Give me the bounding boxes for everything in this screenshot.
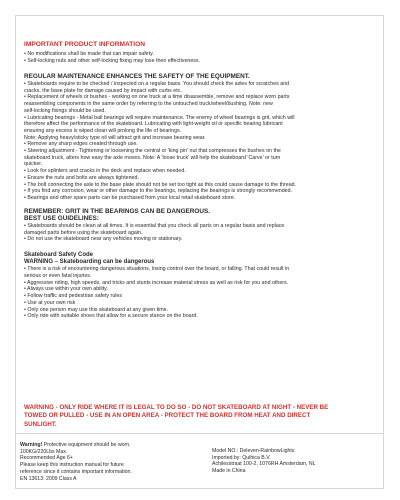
guideline-line: damaged parts before using the skateboard again. [24,229,143,236]
maintenance-line: • Replacement of wheels or bushes - working on one truck at a time disassemble, remove and replace worn parts [24,94,290,101]
safety-code-line: serious or even fatal injuries. [24,273,92,280]
footer-left-line: Please keep this instruction manual for future [20,462,124,469]
maintenance-line: skateboard truck, alters how easy the axle moves. Note: A 'loose truck' will help the skateboard 'Carve' or turn [24,154,281,161]
maintenance-line: cracks, the base plate for damage caused by impact with curbs etc. [24,87,182,94]
maintenance-line: quicker. [24,161,43,168]
maintenance-line: • Bearings and other spare parts can be purchased from your local retail skateboard store. [24,194,236,201]
maintenance-line: • Skateboards require to be checked / inspected on a regular basis. You should check the axles for scratches and [24,81,290,87]
maintenance-line: • Lubricating bearings - Metal ball bearings will require maintenance. The enemy of wheel bearings is grit, which will [24,114,295,121]
footer-left-line: reference since it contains important information. [20,468,132,475]
warning-text: Protective equipment should be worn. [42,442,131,448]
maintenance-line: • If you find any corrosion, wear or other damage to the bearings, replacing the bearings is strongly recommended. [24,188,293,195]
maintenance-line: • The bolt connecting the axle to the base plate should not be set too tight as this could cause damage to the thread. [24,181,297,188]
safety-code-line: • Always use within your own ability. [24,286,108,293]
red-warning-line: WARNING - ONLY RIDE WHERE IT IS LEGAL TO DO SO - DO NOT SKATEBOARD AT NIGHT - NEVER BE [24,404,329,411]
guideline-line: • Skateboards should be clean at all times. It is essential that you check all parts on a regular basis and replace [24,222,285,229]
footer-divider [16,433,383,434]
maintenance-line: • Look for splinters and cracks in the deck and replace when needed. [24,168,186,175]
safety-code-line: • Follow traffic and pedestrian safety rules [24,293,123,300]
maintenance-line: • Ensure the nuts and bolts are always tightened. [24,174,139,181]
info-line: • No modifications shall be made that can impair safety. [24,51,154,57]
maintenance-line: • Steering adjustment - Tightening or loosening the central or 'king pin' nut that compresses the bushes on the [24,148,281,155]
safety-code-line: • Only ride with suitable shoes that allow for a secure stance on the board. [24,313,198,320]
safety-code-line: • Aggressive riding, high speeds, and tricks and stunts increase material stress as well as risk for you and others. [24,279,289,286]
important-info-heading: IMPORTANT PRODUCT INFORMATION [24,41,145,48]
maintenance-line: reassembling components in the same order by referring to the untouched truck/wheel/bushing. Note: new [24,101,273,108]
maintenance-line: Note: Applying heavy/sticky type oil will attract grit and increase bearing wear. [24,134,206,141]
footer-left-line: EN 13613: 2009 Class A [20,475,77,482]
model-number: Model NO.: Deleven-RainbowLights [212,448,295,454]
guidelines-heading: BEST USE GUIDELINES: [24,215,99,223]
info-line: • Self-locking nuts and other self-locking fixing may lose their effectiveness. [24,57,201,64]
footer-right [212,448,382,474]
maintenance-line: self-locking fixings should be used. [24,107,106,114]
protective-warning [20,442,210,449]
maintenance-line: therefore affect the performance of the skateboard. Lubricating with light-weight oil or specific bearing lubricant [24,121,283,128]
footer-left [20,442,210,482]
main-content [24,41,376,320]
importer-address: Achilesstraat 100-2, 1076RH Amsterdam, NL [212,461,316,468]
maintenance-heading: REGULAR MAINTENANCE ENHANCES THE SAFETY OF THE EQUIPMENT. [24,73,250,81]
safety-code-warning: WARNING – Skateboarding can be dangerous [24,259,155,266]
maintenance-line: • Remove any sharp edges created through use. [24,141,138,148]
origin: Made in China [212,467,246,474]
red-warning-line: TOWED OR PULLED - USE IN AN OPEN AREA - PROTECT THE BOARD FROM HEAT AND DIRECT [24,412,311,420]
importer: Imported by: Quihica B.V. [212,454,271,461]
warning-label: Warning! [20,442,43,448]
safety-code-heading: Skateboard Safety Code [24,251,94,258]
maintenance-line: ensuring any excess is wiped clean will prolong the life of bearings. [24,127,182,134]
footer-left-line: 100KG/220Lbs Max. [20,448,68,455]
safety-code-line: • There is a risk of encountering dangerous situations, losing control over the board, or falling. That could result in [24,266,290,273]
red-warning-line: SUNLIGHT. [24,420,57,428]
safety-code-line: • Only one person may use this skateboard at any given time. [24,306,169,313]
product-info-sheet [15,15,384,489]
grit-heading: REMEMBER: GRIT IN THE BEARINGS CAN BE DANGEROUS. [24,207,211,215]
red-warning-block [24,404,374,429]
footer-left-line: Recommended Age 6+ [20,455,73,462]
guideline-line: • Do not use the skateboard near any vehicles moving or stationary. [24,236,183,243]
safety-code-line: • Use at your own risk [24,299,76,306]
